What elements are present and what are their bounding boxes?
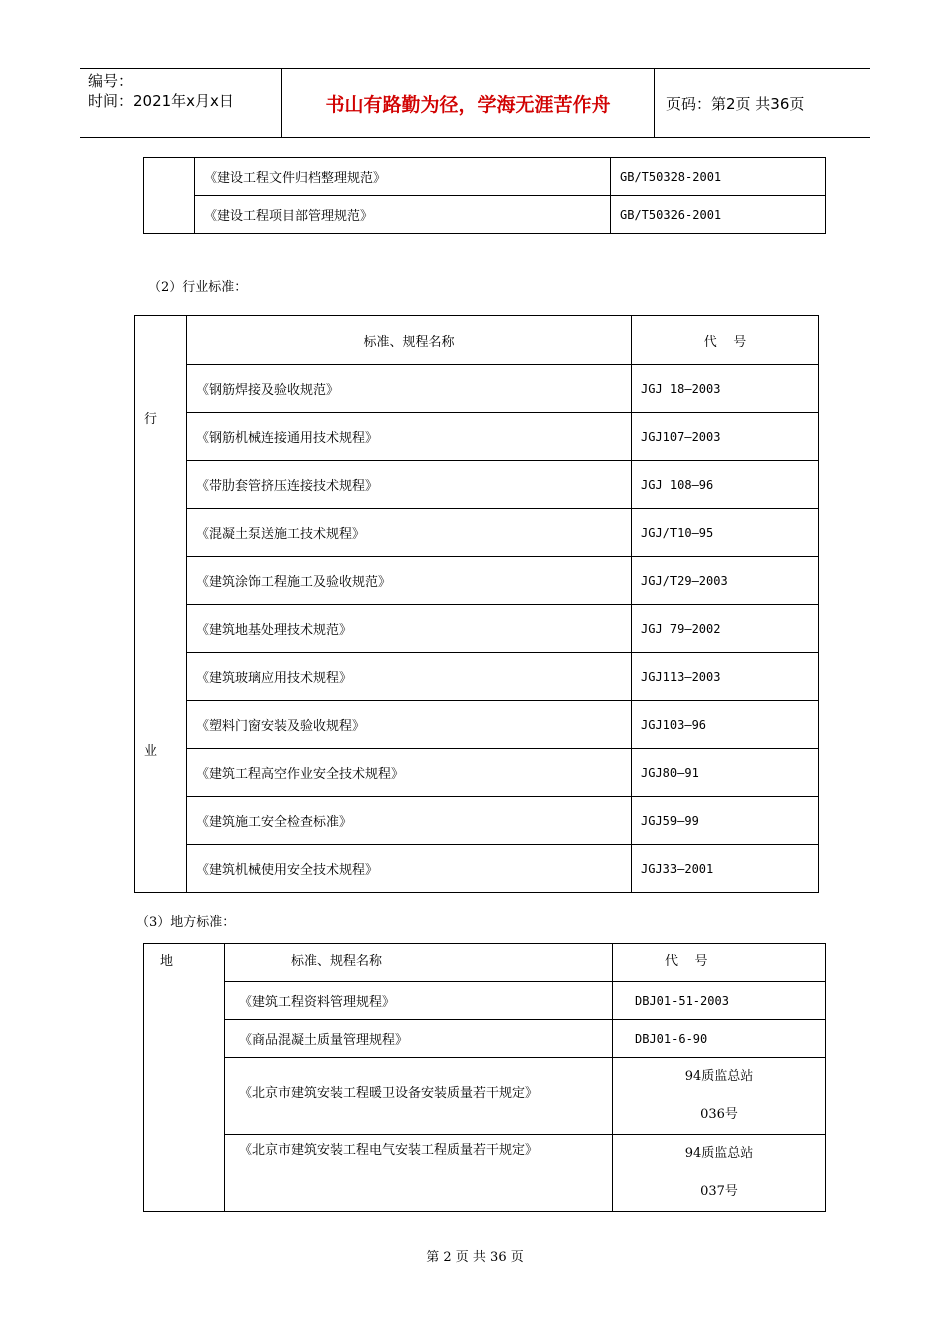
standard-name-cell: 《商品混凝土质量管理规程》 <box>225 1020 613 1058</box>
table-row <box>135 797 819 845</box>
standard-code-cell: DBJ01-51-2003 <box>613 982 826 1020</box>
standard-code-cell: JGJ59—99 <box>632 797 819 845</box>
table-row <box>144 158 826 196</box>
national-standards-table-continued <box>143 157 826 234</box>
header-page-number: 页码：第2页 共36页 <box>666 94 805 113</box>
document-time-label: 时间：2021年x月x日 <box>88 92 234 110</box>
table-row <box>135 701 819 749</box>
standard-name-cell: 《北京市建筑安装工程电气安装工程质量若干规定》 <box>225 1135 613 1212</box>
column-header-code: 代 号 <box>613 944 826 982</box>
standard-code-cell: JGJ 79—2002 <box>632 605 819 653</box>
standard-name-cell: 《建筑玻璃应用技术规程》 <box>187 653 632 701</box>
standard-name-cell: 《建筑工程高空作业安全技术规程》 <box>187 749 632 797</box>
standard-name-cell: 《钢筋焊接及验收规范》 <box>187 365 632 413</box>
standard-code-cell: DBJ01-6-90 <box>613 1020 826 1058</box>
standard-name-cell: 《塑料门窗安装及验收规程》 <box>187 701 632 749</box>
header-divider <box>654 69 655 137</box>
page-footer: 第 2 页 共 36 页 <box>426 1250 524 1265</box>
table-row <box>144 982 826 1020</box>
table-header-row <box>135 316 819 365</box>
side-label-top: 行 <box>144 412 158 427</box>
code-line: 94质监总站 <box>684 1069 754 1084</box>
table-row <box>135 461 819 509</box>
standard-code-cell: GB/T50328-2001 <box>611 158 826 196</box>
standard-code-cell: GB/T50326-2001 <box>611 196 826 234</box>
column-header-name: 标准、规程名称 <box>225 944 613 982</box>
standard-name-cell: 《建设工程项目部管理规范》 <box>195 196 611 234</box>
standard-code-cell: JGJ/T10—95 <box>632 509 819 557</box>
table-row <box>144 1135 826 1212</box>
column-header-name: 标准、规程名称 <box>187 316 632 365</box>
table-row <box>135 749 819 797</box>
standard-code-cell: JGJ107—2003 <box>632 413 819 461</box>
standard-name-cell: 《建筑地基处理技术规范》 <box>187 605 632 653</box>
section-title-local: （3）地方标准： <box>136 915 236 930</box>
standard-code-cell: JGJ 108—96 <box>632 461 819 509</box>
header-info <box>88 71 234 111</box>
standard-code-cell <box>613 1135 826 1212</box>
table-header-row <box>144 944 826 982</box>
side-label-bottom: 业 <box>144 744 158 759</box>
standard-name-cell: 《建筑涂饰工程施工及验收规范》 <box>187 557 632 605</box>
table-row <box>135 845 819 893</box>
code-line: 036号 <box>700 1107 738 1122</box>
standard-code-cell: JGJ 18—2003 <box>632 365 819 413</box>
local-standards-table <box>143 943 826 1212</box>
table-row <box>135 557 819 605</box>
page-header <box>80 68 870 138</box>
standard-name-cell: 《混凝土泵送施工技术规程》 <box>187 509 632 557</box>
standard-name-cell: 《钢筋机械连接通用技术规程》 <box>187 413 632 461</box>
column-header-code: 代 号 <box>632 316 819 365</box>
standard-code-cell: JGJ80—91 <box>632 749 819 797</box>
side-label-cell <box>144 944 225 1212</box>
standard-name-cell: 《建筑工程资料管理规程》 <box>225 982 613 1020</box>
standard-code-cell: JGJ33—2001 <box>632 845 819 893</box>
standard-name-cell: 《建筑机械使用安全技术规程》 <box>187 845 632 893</box>
code-line: 037号 <box>700 1184 738 1199</box>
standard-name-cell: 《北京市建筑安装工程暖卫设备安装质量若干规定》 <box>225 1058 613 1135</box>
header-motto: 书山有路勤为径，学海无涯苦作舟 <box>325 93 611 116</box>
side-label-top: 地 <box>160 954 174 969</box>
standard-name-cell: 《建设工程文件归档整理规范》 <box>195 158 611 196</box>
standard-name-cell: 《建筑施工安全检查标准》 <box>187 797 632 845</box>
table-row <box>135 509 819 557</box>
table-row <box>135 365 819 413</box>
table-row <box>135 653 819 701</box>
table-row <box>144 196 826 234</box>
table-row <box>135 413 819 461</box>
table-row <box>144 1058 826 1135</box>
standard-code-cell: JGJ113—2003 <box>632 653 819 701</box>
industry-standards-table <box>134 315 819 893</box>
table-row <box>135 605 819 653</box>
section-title-industry: （2）行业标准： <box>148 280 248 295</box>
table-row <box>144 1020 826 1058</box>
side-label-cell <box>135 316 187 893</box>
side-label-cell <box>144 158 195 234</box>
document-number-label: 编号： <box>88 72 134 90</box>
standard-code-cell: JGJ/T29—2003 <box>632 557 819 605</box>
standard-code-cell: JGJ103—96 <box>632 701 819 749</box>
standard-code-cell <box>613 1058 826 1135</box>
standard-name-cell: 《带肋套管挤压连接技术规程》 <box>187 461 632 509</box>
code-line: 94质监总站 <box>684 1146 754 1161</box>
